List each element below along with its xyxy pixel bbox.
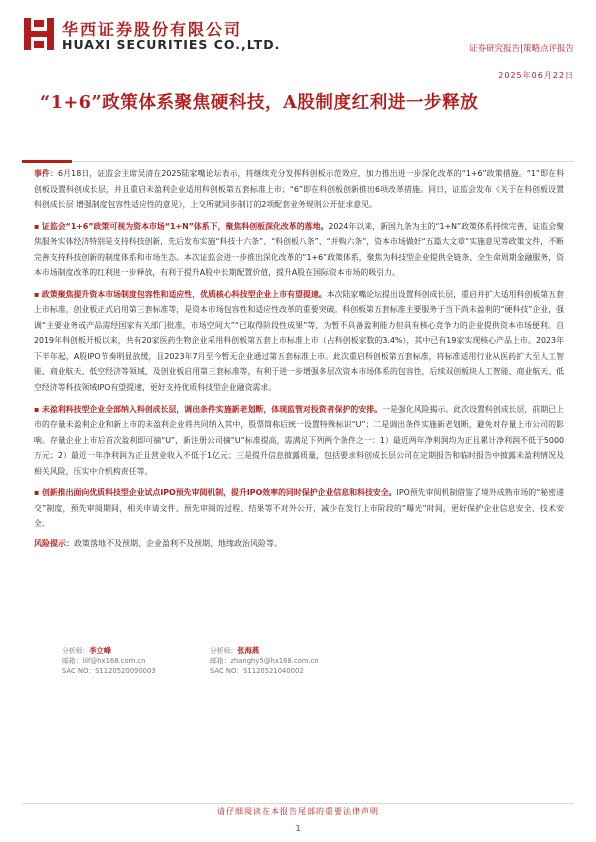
page-number: 1 bbox=[295, 824, 301, 833]
analyst-label: 分析师： bbox=[62, 647, 90, 655]
bullet-icon: ▪ bbox=[34, 221, 40, 231]
event-paragraph bbox=[34, 166, 564, 213]
sac-label: SAC NO： bbox=[210, 667, 244, 675]
analyst-email[interactable]: zhanghy5@hx168.com.cn bbox=[230, 657, 319, 665]
report-header bbox=[22, 14, 574, 66]
analyst-email[interactable]: lilf@hx168.com.cn bbox=[82, 657, 146, 665]
point-highlight-4: 创新推出面向优质科技型企业试点IPO预先审阅机制，提升IPO效率的同时保护企业信息和科技安全。 bbox=[41, 488, 397, 498]
report-title: “1+6”政策体系聚焦硬科技，A股制度红利进一步释放 bbox=[40, 93, 479, 113]
huaxi-logo-icon bbox=[22, 16, 56, 52]
point-highlight-2: 政策聚焦提升资本市场制度包容性和适应性，优质核心科技型企业上市有望提速。 bbox=[41, 289, 327, 299]
point-highlight-3: 未盈利科技型企业全部纳入科创成长层，调出条件实施新老划断，体现监管对投资者保护的安排。 bbox=[41, 404, 383, 414]
point-text-2: 本次陆家嘴论坛提出设置科创成长层，重启并扩大适用科创板第五套上市标准，创业板正式启用第三套标准等，是资本市场包容性和适应性改革的重要突破。科创板第五套标准主要服务于当下尚未盈利的“硬科技”企业，强调“主要业务或产品需经国家有关部门批准，市场空间大”“已取得阶段性成果”等，为暂不具备盈利能力但具有核心竞争力的企业提供资本市场便利。自2019年科创板开板以来，共有20家医药生物企业采用科创板第五套上市标准上市（占科创板家数的3.4%），其中已有19家实现核心产品上市。2023年下半年起，A股IPO节奏明显放缓，且2023年7月至今暂无企业通过第五套标准上市。此次重启科创板第五套标准，将标准适用行业从医药扩大至人工智能、商业航天、低空经济等领域，及创业板启用第三套标准等，有利于进一步增强多层次资本市场体系的包容性，后续双创板块人工智能、商业航天、低空经济等科技领域IPO有望提速，更好支持优质科技型企业融资需求。 bbox=[34, 289, 564, 392]
point-text-1: 2024年以来，新国九条为主的“1+N”政策体系持续完善，证监会聚焦服务实体经济特别是支持科技创新，先后发布实施“科技十六条”、“科创板八条”、“并购六条”，资本市场做好“五篇大文章”实施意见等政策文件，不断完善支持科技创新的制度体系和市场生态。本次证监会进一步推出深化改革的“1+6”政策体系，聚焦为科技型企业提供全链条、全生命周期金融服务，资本市场制度改革的红利进一步释放，有利于提升A股中长期配置价值，提升A股在国际资本市场的吸引力。 bbox=[34, 221, 564, 278]
point-text-3: 一是强化风险揭示。此次设置科创成长层，前期已上市的存量未盈利企业和新上市的未盈利企业将共同纳入其中，股票简称后统一设置特殊标识“U”；二是调出条件实施新老划断，避免对存量上市公司的影响。存量企业上市后首次盈利即可摘“U”，新注册公司摘“U”标准提高，需满足下列两个条件之一：1）最近两年净利润均为正且累计净利润不低于5000万元；2）最近一年净利润为正且营业收入不低于1亿元；三是提升信息披露质量，包括要求科创成长层公司在定期报告和临时报告中披露未盈利情况及相关风险，压实中介机构责任等。 bbox=[34, 404, 564, 476]
report-type: 证券研究报告|策略点评报告 bbox=[469, 44, 574, 54]
title-divider-accent bbox=[22, 160, 72, 163]
bullet-icon: ▪ bbox=[34, 404, 40, 414]
company-name-cn: 华西证券股份有限公司 bbox=[62, 20, 243, 39]
footer-divider bbox=[22, 803, 574, 804]
legal-disclaimer-note: 请仔细阅读在本报告尾部的重要法律声明 bbox=[217, 807, 379, 816]
bullet-icon: ▪ bbox=[34, 488, 40, 498]
title-divider bbox=[22, 161, 574, 162]
event-text: 6月18日，证监会主席吴清在2025陆家嘴论坛表示，将继续充分发挥科创板示范效应，加力推出进一步深化改革的“1+6”政策措施。“1”即在科创板设置科创成长层，并且重启未盈利企业适用科创板第五套标准上市；“6”即在科创板创新推出6项改革措施。同日，证监会发布《关于在科创板设置科创成长层 增强制度包容性适应性的意见》，上交所就同步制订的2项配套业务规则公开征求意见。 bbox=[34, 169, 564, 209]
email-label: 邮箱： bbox=[210, 657, 231, 665]
analyst-label: 分析师： bbox=[210, 647, 238, 655]
risk-paragraph bbox=[34, 537, 564, 551]
point-text-4: IPO预先审阅机制借鉴了境外成熟市场的“秘密递交”制度，预先审阅期间，相关申请文件、预先审阅的过程、结果等不对外公开，减少在发行上市阶段的“曝光”时间，更好保护企业信息安全、技术安全。 bbox=[34, 488, 564, 529]
risk-label: 风险提示： bbox=[34, 538, 74, 548]
analyst-name: 李立峰 bbox=[89, 646, 112, 655]
bullet-icon: ▪ bbox=[34, 289, 40, 299]
point-paragraph-1 bbox=[34, 219, 564, 281]
analyst-name: 张海燕 bbox=[237, 646, 260, 655]
point-paragraph-3 bbox=[34, 402, 564, 480]
analyst-card bbox=[62, 646, 222, 676]
company-name-en: HUAXI SECURITIES CO.,LTD. bbox=[62, 37, 281, 52]
sac-label: SAC NO： bbox=[62, 667, 96, 675]
point-paragraph-2 bbox=[34, 287, 564, 396]
point-highlight-1: 证监会“1+6”政策可视为资本市场“1+N”体系下，聚焦科创板深化改革的落地。 bbox=[41, 221, 329, 231]
risk-text: 政策落地不及预期、企业盈利不及预期、地缘政治风险等。 bbox=[74, 538, 282, 548]
point-paragraph-4 bbox=[34, 485, 564, 532]
analyst-block bbox=[62, 646, 562, 686]
analyst-card bbox=[210, 646, 370, 676]
event-label: 事件： bbox=[34, 169, 59, 178]
email-label: 邮箱： bbox=[62, 657, 83, 665]
report-date: 2025年06月22日 bbox=[498, 71, 574, 80]
report-body bbox=[34, 166, 564, 557]
analyst-sac: S1120520090003 bbox=[95, 667, 156, 675]
analyst-sac: S1120521040002 bbox=[243, 667, 304, 675]
